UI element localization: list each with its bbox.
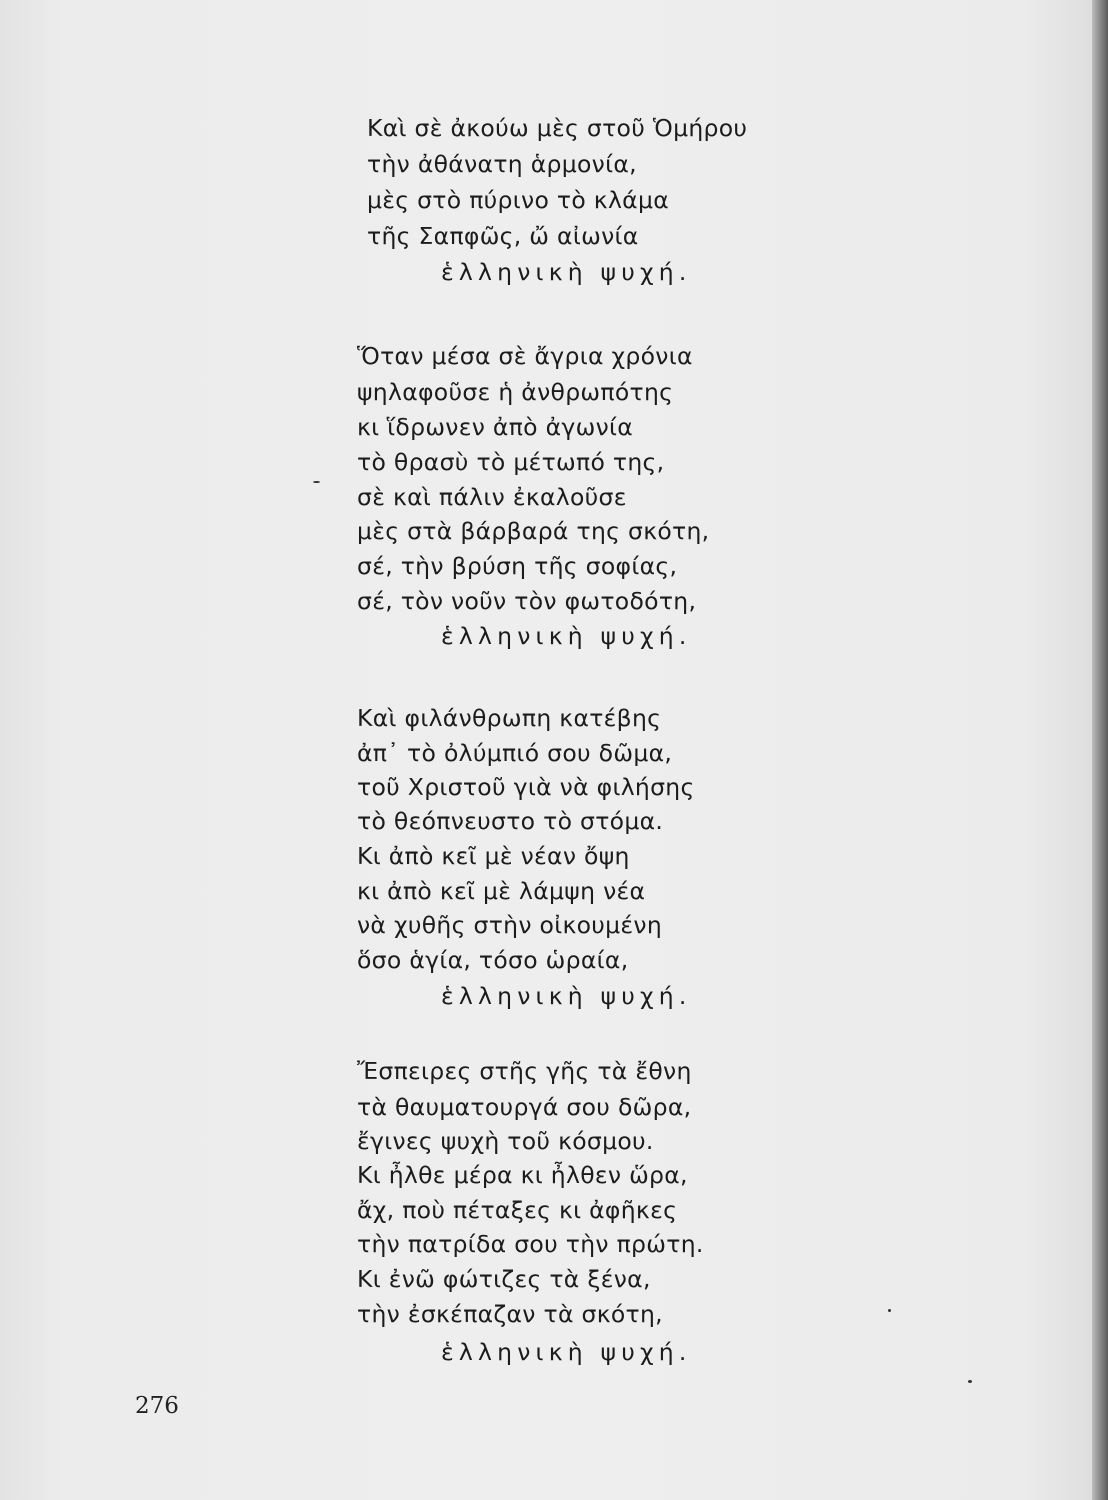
poem-line: Κι ἦλθε μέρα κι ἦλθεν ὥρα, — [357, 1161, 688, 1189]
poem-line: τὰ θαυματουργά σου δῶρα, — [357, 1093, 692, 1121]
poem-line: κι ἀπὸ κεῖ μὲ λάμψη νέα — [357, 877, 646, 905]
poem-line: Κι ἀπὸ κεῖ μὲ νέαν ὄψη — [357, 842, 630, 870]
poem-line: σέ, τὸν νοῦν τὸν φωτοδότη, — [357, 587, 697, 615]
poem-line: τὴν ἐσκέπαζαν τὰ σκότη, — [357, 1300, 663, 1328]
ink-speck — [313, 481, 320, 483]
poem-line: σὲ καὶ πάλιν ἐκαλοῦσε — [357, 483, 627, 511]
poem-refrain: ἑλληνικὴ ψυχή. — [441, 622, 692, 650]
poem-line: ἔγινες ψυχὴ τοῦ κόσμου. — [357, 1127, 654, 1155]
poem-line: μὲς στὸ πύρινο τὸ κλάμα — [367, 186, 669, 214]
poem-line: τὴν πατρίδα σου τὴν πρώτη. — [357, 1230, 704, 1258]
poem-line: ἀπ᾽ τὸ ὀλύμπιό σου δῶμα, — [357, 739, 673, 767]
poem-line: τὸ θρασὺ τὸ μέτωπό της, — [357, 448, 665, 476]
poem-refrain: ἑλληνικὴ ψυχή. — [441, 982, 692, 1010]
poem-refrain: ἑλληνικὴ ψυχή. — [441, 1338, 692, 1366]
poem-line: νὰ χυθῆς στὴν οἰκουμένη — [357, 911, 663, 939]
poem-line: ὅσο ἁγία, τόσο ὡραία, — [357, 946, 629, 974]
book-spine-shadow — [1092, 0, 1108, 1500]
poem-line: κι ἵδρωνεν ἀπὸ ἀγωνία — [357, 413, 634, 441]
poem-line: μὲς στὰ βάρβαρά της σκότη, — [357, 517, 710, 545]
poem-line: Καὶ σὲ ἀκούω μὲς στοῦ Ὁμήρου — [367, 114, 748, 142]
poem-line: Κι ἐνῶ φώτιζες τὰ ξένα, — [357, 1265, 651, 1293]
ink-speck — [968, 1380, 972, 1383]
poem-line: Καὶ φιλάνθρωπη κατέβης — [357, 704, 662, 732]
poem-line: τῆς Σαπφῶς, ὤ αἰωνία — [367, 222, 639, 250]
poem-line: ψηλαφοῦσε ἡ ἀνθρωπότης — [357, 378, 674, 406]
poem-line: τὸ θεόπνευστο τὸ στόμα. — [357, 807, 664, 835]
ink-speck — [888, 1309, 891, 1312]
poem-line: τοῦ Χριστοῦ γιὰ νὰ φιλήσης — [357, 773, 695, 801]
poem-line: τὴν ἀθάνατη ἁρμονία, — [367, 150, 637, 178]
poem-line: Ἔσπειρες στῆς γῆς τὰ ἔθνη — [357, 1057, 692, 1085]
page-number: 276 — [135, 1393, 179, 1419]
poem-line: σέ, τὴν βρύση τῆς σοφίας, — [357, 552, 678, 580]
poem-refrain: ἑλληνικὴ ψυχή. — [441, 258, 692, 286]
poem-line: Ὅταν μέσα σὲ ἄγρια χρόνια — [357, 342, 693, 370]
poem-line: ἄχ, ποὺ πέταξες κι ἀφῆκες — [357, 1196, 678, 1224]
